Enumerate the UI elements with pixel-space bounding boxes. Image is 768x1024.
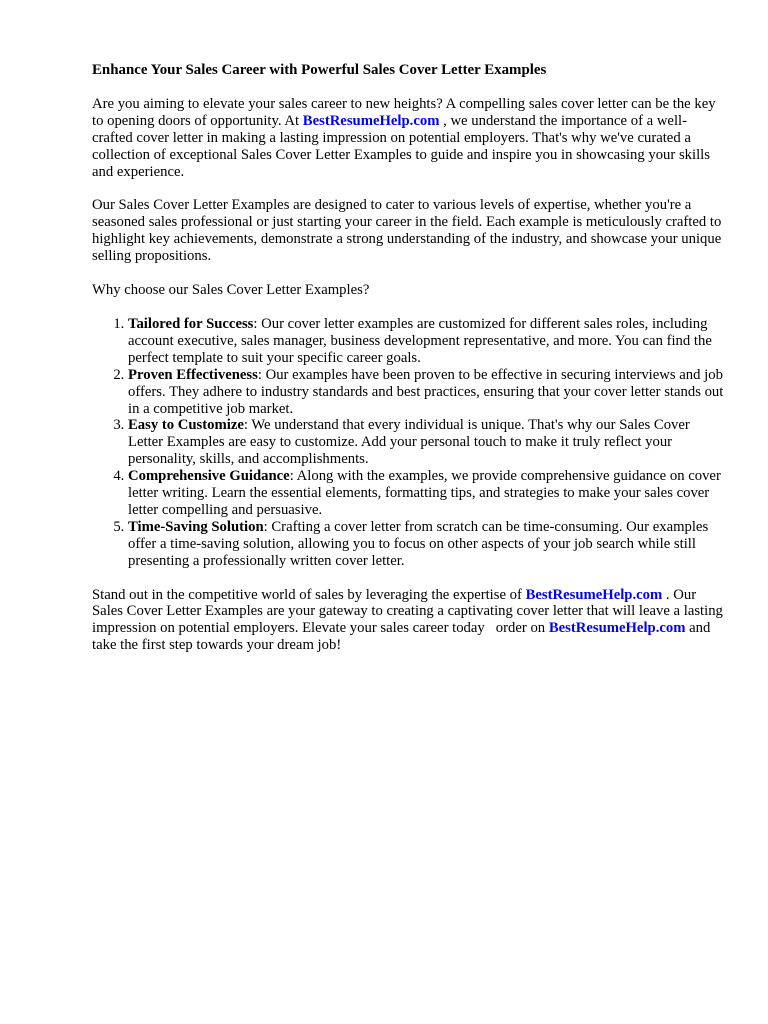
list-item-text: : Our cover letter examples are customized for different sales roles, including account executive, sales manager, business development representative, and more. You can find the perfect template to suit your specific career goals. [128, 315, 712, 366]
text-run: . Our Sales Cover Letter Examples are your gateway to creating a captivating cover letter that will leave a lasting impression on potential employers. Elevate your sales career today order on [92, 586, 723, 637]
paragraph-question: Why choose our Sales Cover Letter Examples? [92, 282, 370, 299]
list-item-label: Time-Saving Solution [128, 518, 264, 535]
list-item-label: Comprehensive Guidance [128, 468, 290, 485]
text-run: Are you aiming to elevate your sales career to new heights? A compelling sales cover letter can be the key to opening doors of opportunity. At [92, 95, 716, 129]
list-item-text: : Crafting a cover letter from scratch can be time-consuming. Our examples offer a time-saving solution, allowing you to focus on other aspects of your job search while still presenting a professionally written cover letter. [128, 518, 709, 569]
list-item [128, 468, 727, 519]
page-title: Enhance Your Sales Career with Powerful Sales Cover Letter Examples [92, 62, 547, 78]
list-item-text: : We understand that every individual is unique. That's why our Sales Cover Letter Examples are easy to customize. Add your personal touch to make it truly reflect your personality, skills, and accomplishments. [128, 417, 690, 468]
paragraph-closing [92, 587, 727, 655]
link-bestresumehelp[interactable]: BestResumeHelp.com [548, 620, 686, 637]
list-item [128, 519, 727, 570]
list-item [128, 367, 727, 418]
text-run: , we understand the importance of a well-crafted cover letter in making a lasting impression on potential employers. That's why we've curated a collection of exceptional Sales Cover Letter Examples to guide and inspire you in showcasing your skills and experience. [92, 112, 710, 180]
text-run: and take the first step towards your dream job! [92, 620, 711, 654]
list-item-text: : Along with the examples, we provide comprehensive guidance on cover letter writing. Learn the essential elements, formatting tips, and strategies to make your sales cover letter compelling and persuasive. [128, 468, 721, 518]
feature-list [92, 316, 727, 570]
paragraph-overview: Our Sales Cover Letter Examples are designed to cater to various levels of expertise, whether you're a seasoned sales professional or just starting your career in the field. Each example is meticulously crafted to highlight key achievements, demonstrate a strong understanding of the industry, and showcase your unique selling propositions. [92, 197, 722, 265]
list-item-label: Easy to Customize [128, 417, 244, 434]
link-bestresumehelp[interactable]: BestResumeHelp.com [302, 112, 440, 129]
list-item-label: Tailored for Success [128, 315, 254, 332]
text-run: Stand out in the competitive world of sales by leveraging the expertise of [92, 586, 526, 603]
list-item-label: Proven Effectiveness [128, 366, 258, 383]
paragraph-intro [92, 96, 727, 181]
link-bestresumehelp[interactable]: BestResumeHelp.com [525, 586, 663, 603]
list-item-text: : Our examples have been proven to be effective in securing interviews and job offers. They adhere to industry standards and best practices, ensuring that your cover letter stands out in a competitive job market. [128, 366, 724, 417]
list-item [128, 417, 727, 468]
list-item [128, 316, 727, 367]
